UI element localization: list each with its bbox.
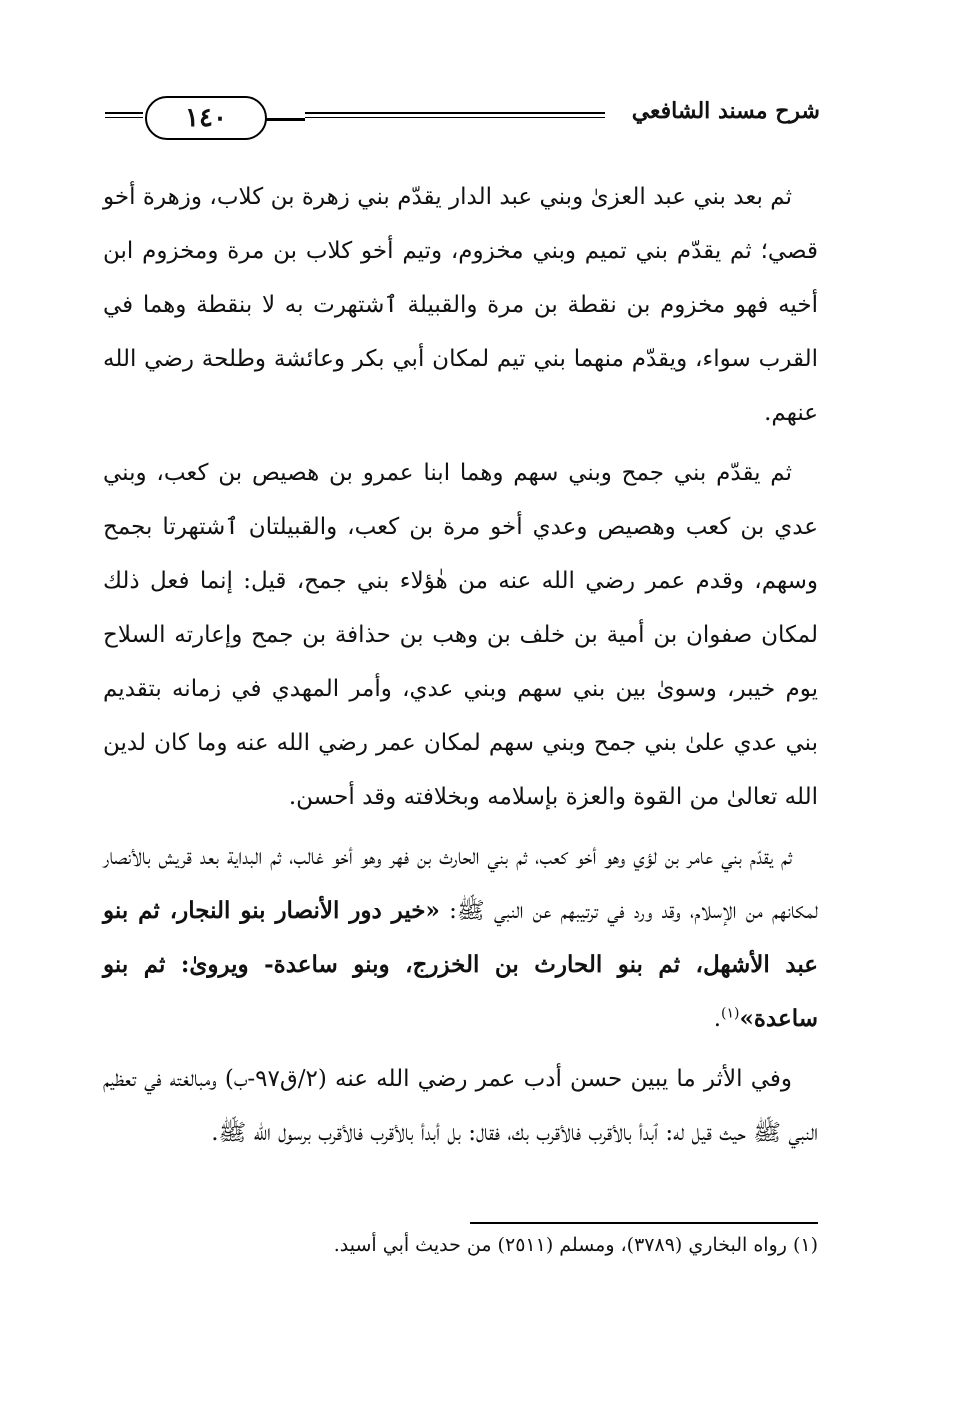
paragraph-1: ثم بعد بني عبد العزىٰ وبني عبد الدار يقدّم بني زهرة بن كلاب، وزهرة أخو قصي؛ ثم يقدّم بني تميم وبني مخزوم، وتيم أخو كلاب بن مرة ومخزوم ابن أخيه فهو مخزوم بن نقطة بن مرة والقبيلة ٱشتهرت به لا بنقطة وهما في القرب سواء، ويقدّم منهما بني تيم لمكان أبي بكر وعائشة وطلحة رضي الله عنهم. <box>103 184 818 426</box>
paragraph-4: وفي الأثر ما يبين حسن أدب عمر رضي الله عنه (٢/ق٩٧-ب) ومبالغته في تعظيم النبي ﷺ حيث قيل له: ٱبدأ بالأقرب فالأقرب بك، فقال: بل أبدأ بالأقرب فالأقرب برسول الله ﷺ. <box>103 1066 818 1146</box>
footnote: (١) رواه البخاري (٣٧٨٩)، ومسلم (٢٥١١) من حديث أبي أسيد. <box>333 1234 818 1256</box>
footnote-reference[interactable]: (١) <box>721 1005 740 1022</box>
paragraph-3-end: . <box>713 1006 722 1032</box>
hadith-quote: «خير دور الأنصار بنو النجار، ثم بنو عبد الأشهل، ثم بنو الحارث بن الخزرج، وبنو ساعدة- ويروىٰ: ثم بنو ساعدة» <box>103 897 818 1032</box>
page-header <box>105 92 820 144</box>
header-connector-rule <box>265 118 305 121</box>
footnote-separator <box>470 1222 818 1224</box>
paragraph-3-intro: ثم يقدّم بني عامر بن لؤي وهو أخو كعب، ثم بني الحارث بن فهر وهو أخو غالب، ثم البداية بعد قريش بالأنصار لمكانهم من الإسلام، وقد ورد في ترتيبهم عن النبي ﷺ: <box>103 844 818 924</box>
running-title: شرح مسند الشافعي <box>631 98 820 124</box>
header-rule-left <box>105 112 143 118</box>
header-rule-right <box>305 112 605 118</box>
paragraph-3 <box>103 830 818 1046</box>
body-text <box>103 170 818 1166</box>
paragraph-2: ثم يقدّم بني جمح وبني سهم وهما ابنا عمرو بن هصيص بن كعب، وبني عدي بن كعب وهصيص وعدي أخو مرة بن كعب، والقبيلتان ٱشتهرتا بجمح وسهم، وقدم عمر رضي الله عنه من هٰؤلاء بني جمح، قيل: إنما فعل ذلك لمكان صفوان بن أمية بن خلف بن وهب بن حذافة بن جمح وإعارته السلاح يوم خيبر، وسوىٰ بين بني سهم وبني عدي، وأمر المهدي في زمانه بتقديم بني عدي علىٰ بني جمح وبني سهم لمكان عمر رضي الله عنه وما كان لدين الله تعالىٰ من القوة والعزة بإسلامه وبخلافته وقد أحسن. <box>103 460 818 810</box>
page-number: ١٤٠ <box>145 96 267 140</box>
